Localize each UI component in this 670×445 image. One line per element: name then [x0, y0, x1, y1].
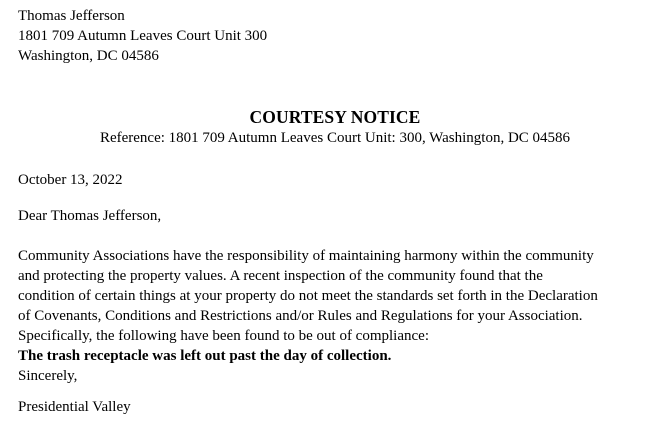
notice-reference: Reference: 1801 709 Autumn Leaves Court Unit: 300, Washington, DC 04586 — [99, 130, 571, 146]
letter-signature: Presidential Valley — [18, 399, 131, 415]
body-line: Specifically, the following have been found to be out of compliance: — [18, 328, 429, 344]
body-line: condition of certain things at your property do not meet the standards set forth in the Declaration — [18, 288, 598, 304]
body-line: of Covenants, Conditions and Restrictions and/or Rules and Regulations for your Association. — [18, 308, 583, 324]
recipient-address-line-2: Washington, DC 04586 — [18, 48, 159, 64]
letter-closing: Sincerely, — [18, 368, 78, 384]
body-line: Community Associations have the responsibility of maintaining harmony within the community — [18, 248, 594, 264]
letter-body — [18, 246, 658, 386]
recipient-name: Thomas Jefferson — [18, 8, 125, 24]
recipient-address-block — [18, 6, 267, 66]
recipient-address-line-1: 1801 709 Autumn Leaves Court Unit 300 — [18, 28, 268, 44]
violation-statement: The trash receptacle was left out past the day of collection. — [18, 348, 392, 364]
notice-title: COURTESY NOTICE — [249, 107, 421, 127]
letter-greeting: Dear Thomas Jefferson, — [18, 208, 162, 224]
body-line: and protecting the property values. A recent inspection of the community found that the — [18, 268, 543, 284]
letter-date: October 13, 2022 — [18, 172, 123, 188]
